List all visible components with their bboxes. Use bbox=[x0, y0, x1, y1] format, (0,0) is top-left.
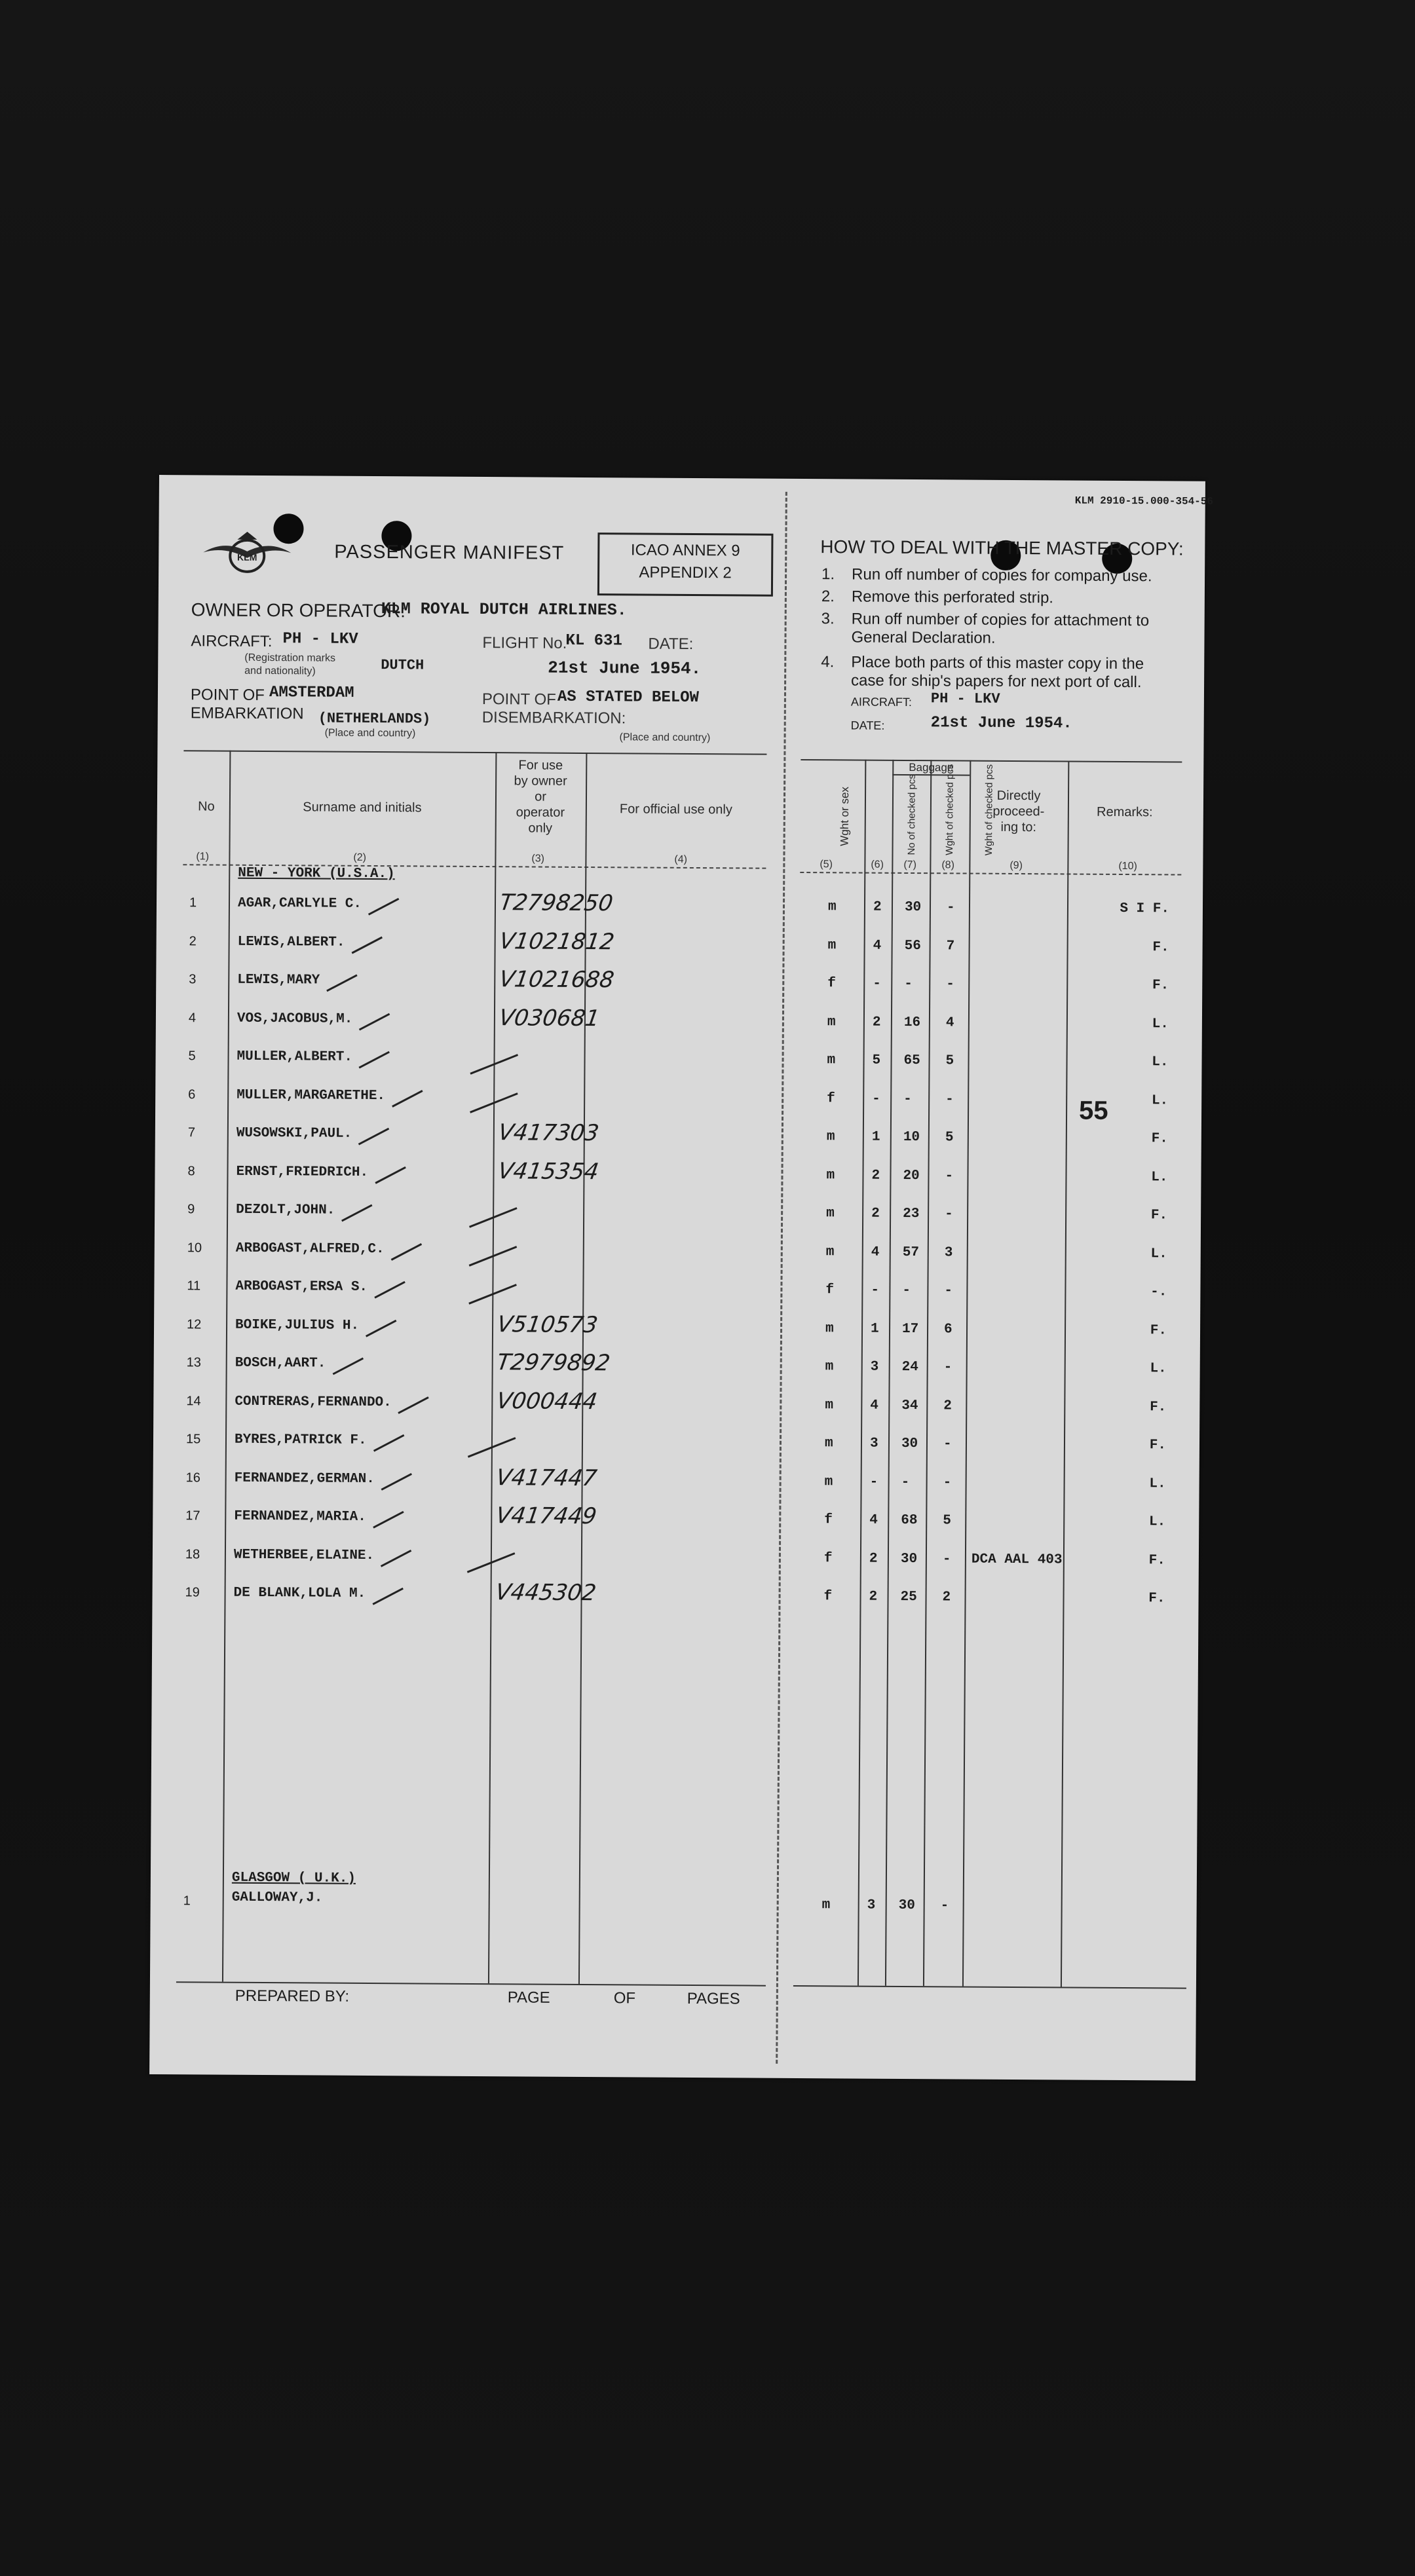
row-ticket: T2798250 bbox=[498, 889, 615, 917]
instruction-2-text: Remove this perforated strip. bbox=[851, 588, 1054, 607]
table-row bbox=[153, 1432, 1199, 1476]
registration-note2: and nationality) bbox=[244, 665, 316, 677]
table-row bbox=[152, 1579, 1198, 1630]
table-row bbox=[156, 927, 1202, 978]
instr-date-value: 21st June 1954. bbox=[930, 714, 1072, 733]
table-row bbox=[154, 1279, 1200, 1323]
annex-line1: ICAO ANNEX 9 bbox=[630, 541, 740, 560]
row-name: FERNANDEZ,MARIA. bbox=[234, 1508, 366, 1525]
remark-annotation-55: 55 bbox=[1078, 1096, 1108, 1125]
colnum-6: (6) bbox=[871, 859, 884, 870]
row-remark: -. bbox=[1150, 1284, 1167, 1300]
glasgow-row-no: 1 bbox=[183, 1894, 191, 1909]
col-directly-2: proceed- bbox=[992, 804, 1045, 819]
row-bag-wght: 57 bbox=[902, 1244, 920, 1260]
row-bag-pcs: 2 bbox=[869, 1589, 878, 1605]
row-bag-extra: 2 bbox=[943, 1398, 953, 1413]
row-ticket: V417449 bbox=[494, 1503, 599, 1530]
colnum-10: (10) bbox=[1118, 860, 1137, 872]
row-bag-wght: 56 bbox=[904, 938, 921, 954]
row-bag-extra: - bbox=[943, 1360, 953, 1375]
table-row bbox=[156, 966, 1202, 1017]
row-bag-wght: - bbox=[903, 1091, 912, 1107]
colnum-1: (1) bbox=[196, 851, 210, 863]
colnum-3: (3) bbox=[531, 853, 545, 865]
row-no: 9 bbox=[187, 1202, 195, 1217]
row-bag-extra: 7 bbox=[946, 938, 955, 954]
row-ticket: V000444 bbox=[495, 1387, 599, 1415]
row-remark: L. bbox=[1149, 1476, 1166, 1491]
aircraft-label: AIRCRAFT: bbox=[191, 632, 273, 651]
tick-mark bbox=[381, 1472, 412, 1490]
row-no: 18 bbox=[185, 1546, 200, 1561]
row-remark: L. bbox=[1152, 1016, 1169, 1032]
tick-mark bbox=[470, 1054, 518, 1075]
row-name: CONTRERAS,FERNANDO. bbox=[235, 1394, 392, 1410]
row-bag-pcs: - bbox=[872, 1091, 880, 1107]
col-no: No bbox=[198, 799, 215, 814]
row-ticket: V445302 bbox=[493, 1579, 598, 1607]
table-row bbox=[155, 1087, 1201, 1131]
colnum-7: (7) bbox=[903, 859, 916, 871]
tick-mark bbox=[358, 1128, 389, 1146]
tick-mark bbox=[469, 1207, 518, 1228]
col-baggage: Baggage bbox=[909, 760, 954, 774]
row-ticket: V030681 bbox=[497, 1004, 601, 1032]
row-name: LEWIS,MARY bbox=[237, 972, 320, 988]
row-no: 12 bbox=[187, 1316, 202, 1332]
col-directly-1: Directly bbox=[996, 788, 1041, 804]
row-name: BOIKE,JULIUS H. bbox=[235, 1317, 360, 1334]
row-bag-extra: - bbox=[943, 1436, 952, 1452]
instruction-3-text2: General Declaration. bbox=[851, 628, 996, 647]
row-bag-pcs: - bbox=[869, 1474, 878, 1490]
row-bag-wght: 17 bbox=[901, 1321, 919, 1337]
col-official: For official use only bbox=[619, 802, 732, 817]
row-bag-pcs: 4 bbox=[871, 1244, 880, 1260]
row-sex: m bbox=[825, 1359, 834, 1375]
instr-aircraft-value: PH - LKV bbox=[930, 690, 1000, 707]
row-sex: f bbox=[823, 1589, 833, 1605]
row-bag-extra: - bbox=[943, 1474, 952, 1490]
row-remark: L. bbox=[1151, 1169, 1168, 1185]
destination-glasgow: GLASGOW ( U.K.) bbox=[231, 1870, 356, 1886]
row-remark: S I F. bbox=[1120, 901, 1170, 917]
klm-logo bbox=[198, 526, 296, 579]
row-sex: m bbox=[827, 1014, 836, 1030]
tick-mark bbox=[374, 1281, 405, 1299]
row-name: DEZOLT,JOHN. bbox=[236, 1202, 335, 1218]
row-sex: m bbox=[824, 1436, 833, 1451]
row-ticket: V1021688 bbox=[497, 966, 616, 994]
col-directly-3: ing to: bbox=[1000, 819, 1037, 835]
instr-date-label: DATE: bbox=[850, 719, 885, 732]
of-label: OF bbox=[613, 1989, 636, 2007]
row-bag-wght: - bbox=[901, 1474, 910, 1490]
row-name: WETHERBEE,ELAINE. bbox=[233, 1547, 375, 1563]
row-bag-extra: 5 bbox=[943, 1513, 951, 1529]
col-owner-use-1: For use bbox=[518, 758, 563, 773]
row-bag-pcs: - bbox=[873, 976, 881, 992]
col-bag-wght2: Wght of checked pcs bbox=[983, 764, 995, 856]
table-row bbox=[153, 1387, 1199, 1438]
row-bag-pcs: 2 bbox=[869, 1551, 878, 1567]
row-bag-wght: - bbox=[902, 1282, 911, 1299]
row-sex: m bbox=[825, 1397, 834, 1413]
header-top-rule-right bbox=[801, 759, 1182, 763]
col-bag-pcs: No of checked pcs bbox=[905, 774, 918, 855]
row-no: 2 bbox=[189, 933, 197, 948]
row-remark: L. bbox=[1148, 1514, 1166, 1530]
row-bag-wght: 20 bbox=[903, 1168, 920, 1184]
row-bag-wght: 10 bbox=[903, 1129, 920, 1146]
row-ticket: V417303 bbox=[496, 1119, 601, 1147]
aircraft-value: PH - LKV bbox=[282, 630, 358, 648]
row-sex: m bbox=[827, 899, 837, 915]
disembark-value: AS STATED BELOW bbox=[557, 688, 700, 707]
tick-mark bbox=[470, 1092, 518, 1113]
tick-mark bbox=[372, 1588, 403, 1605]
instruction-4-text2: case for ship's papers for next port of call. bbox=[851, 671, 1142, 692]
col-surname: Surname and initials bbox=[303, 800, 422, 815]
table-row bbox=[155, 1202, 1201, 1246]
row-bag-extra: - bbox=[946, 900, 955, 916]
table-row bbox=[155, 1049, 1201, 1093]
row-bag-pcs: 2 bbox=[872, 1015, 881, 1030]
tick-mark bbox=[398, 1396, 429, 1414]
prepared-by-label: PREPARED BY: bbox=[235, 1987, 350, 2006]
row-remark: F. bbox=[1148, 1591, 1165, 1607]
colnum-2: (2) bbox=[353, 851, 367, 863]
col-owner-use-4: operator bbox=[516, 805, 565, 820]
row-no: 13 bbox=[186, 1355, 202, 1370]
glasgow-row-extra: - bbox=[940, 1898, 949, 1914]
row-bag-pcs: 4 bbox=[870, 1398, 879, 1413]
row-no: 8 bbox=[187, 1163, 195, 1178]
colnum-5: (5) bbox=[820, 859, 833, 870]
tick-mark bbox=[373, 1434, 404, 1452]
tick-mark bbox=[368, 898, 399, 916]
row-bag-extra: 2 bbox=[942, 1590, 951, 1605]
tick-mark bbox=[392, 1090, 423, 1108]
row-remark: F. bbox=[1150, 1322, 1167, 1338]
instructions-title: HOW TO DEAL WITH THE MASTER COPY: bbox=[820, 536, 1184, 559]
col-remarks: Remarks: bbox=[1097, 804, 1153, 820]
row-sex: f bbox=[823, 1550, 833, 1566]
row-no: 7 bbox=[187, 1125, 196, 1140]
row-bag-extra: 5 bbox=[945, 1130, 954, 1146]
row-name: WUSOWSKI,PAUL. bbox=[236, 1125, 352, 1142]
row-name: DE BLANK,LOLA M. bbox=[233, 1585, 366, 1601]
row-bag-wght: 30 bbox=[904, 899, 922, 916]
tick-mark bbox=[366, 1319, 396, 1337]
row-sex: f bbox=[824, 1512, 833, 1528]
row-name: ERNST,FRIEDRICH. bbox=[236, 1164, 369, 1180]
row-bag-pcs: 5 bbox=[872, 1053, 881, 1068]
annex-line2: APPENDIX 2 bbox=[639, 563, 732, 582]
embark-label1: POINT OF bbox=[190, 686, 265, 704]
table-row bbox=[155, 1240, 1201, 1284]
row-bag-pcs: 4 bbox=[873, 938, 882, 954]
row-bag-extra: 3 bbox=[944, 1244, 953, 1260]
row-name: FERNANDEZ,GERMAN. bbox=[234, 1470, 375, 1487]
owner-value: KLM ROYAL DUTCH AIRLINES. bbox=[381, 599, 627, 620]
row-no: 19 bbox=[185, 1585, 200, 1600]
row-sex: m bbox=[827, 937, 837, 953]
row-no: 6 bbox=[188, 1087, 196, 1102]
row-bag-wght: - bbox=[904, 976, 913, 992]
tick-mark bbox=[359, 1013, 390, 1030]
row-remark: F. bbox=[1150, 1208, 1168, 1223]
row-no: 16 bbox=[185, 1470, 200, 1485]
colnum-9: (9) bbox=[1009, 859, 1023, 872]
row-remark: L. bbox=[1151, 1092, 1169, 1108]
disembark-label2: DISEMBARKATION: bbox=[481, 709, 626, 728]
col-owner-use-2: by owner bbox=[514, 774, 567, 789]
tick-mark bbox=[467, 1552, 516, 1573]
table-row bbox=[156, 1004, 1202, 1055]
row-bag-pcs: 2 bbox=[871, 1168, 880, 1184]
footer-rule-left bbox=[176, 1981, 766, 1986]
instruction-1-text: Run off number of copies for company use. bbox=[852, 565, 1152, 586]
row-ticket: V1021812 bbox=[497, 927, 616, 955]
embark-value1: AMSTERDAM bbox=[269, 684, 354, 702]
row-ticket: T2979892 bbox=[495, 1349, 612, 1377]
row-no: 10 bbox=[187, 1240, 202, 1255]
row-bag-extra: - bbox=[942, 1551, 951, 1567]
row-remark: F. bbox=[1148, 1552, 1165, 1568]
row-no: 17 bbox=[185, 1508, 200, 1523]
col-owner-use-5: only bbox=[528, 821, 553, 836]
row-bag-extra: - bbox=[944, 1283, 953, 1299]
row-name: AGAR,CARLYLE C. bbox=[237, 895, 362, 912]
row-sex: f bbox=[827, 976, 836, 992]
row-name: MULLER,ALBERT. bbox=[236, 1049, 353, 1065]
col-owner-use-3: or bbox=[535, 789, 546, 804]
row-sex: m bbox=[826, 1129, 835, 1145]
doc-code: KLM 2910-15.000-354-56 bbox=[1074, 495, 1214, 508]
row-no: 14 bbox=[186, 1393, 201, 1408]
colnum-8: (8) bbox=[941, 859, 954, 871]
row-no: 1 bbox=[189, 895, 197, 910]
row-bag-pcs: 4 bbox=[869, 1512, 878, 1528]
row-remark: F. bbox=[1151, 1131, 1168, 1147]
tick-mark bbox=[375, 1166, 406, 1184]
instruction-3-text: Run off number of copies for attachment to bbox=[851, 610, 1150, 630]
row-sex: m bbox=[827, 1053, 836, 1068]
tick-mark bbox=[468, 1284, 517, 1305]
col-sex: Wght or sex bbox=[838, 787, 852, 846]
embark-label2: EMBARKATION bbox=[190, 704, 304, 723]
table-row bbox=[153, 1503, 1199, 1553]
table-row bbox=[153, 1464, 1199, 1514]
glasgow-row-sex: m bbox=[821, 1897, 831, 1913]
instr-aircraft-label: AIRCRAFT: bbox=[850, 695, 912, 709]
tick-mark bbox=[351, 936, 382, 954]
row-name: BOSCH,AART. bbox=[235, 1355, 326, 1372]
row-name: VOS,JACOBUS,M. bbox=[236, 1011, 353, 1027]
table-row bbox=[155, 1157, 1201, 1208]
destination-new-york: NEW - YORK (U.S.A.) bbox=[238, 865, 395, 882]
tick-mark bbox=[468, 1437, 516, 1458]
row-bag-pcs: 1 bbox=[871, 1129, 880, 1145]
row-proceeding: DCA AAL 403 bbox=[971, 1552, 1063, 1567]
annex-box bbox=[597, 532, 774, 597]
col-bag-wght: Wght of checked pcs bbox=[943, 764, 956, 855]
table-row bbox=[157, 889, 1203, 940]
row-no: 15 bbox=[185, 1432, 201, 1447]
row-name: ARBOGAST,ALFRED,C. bbox=[235, 1241, 385, 1257]
pages-label: PAGES bbox=[687, 1989, 740, 2008]
tick-mark bbox=[332, 1358, 363, 1375]
row-sex: m bbox=[826, 1206, 835, 1222]
row-sex: m bbox=[824, 1474, 833, 1489]
row-remark: F. bbox=[1150, 1399, 1167, 1415]
owner-label: OWNER OR OPERATOR: bbox=[191, 599, 406, 622]
row-bag-wght: 16 bbox=[903, 1015, 921, 1030]
row-remark: F. bbox=[1149, 1438, 1167, 1453]
glasgow-row-name: GALLOWAY,J. bbox=[231, 1890, 323, 1906]
row-bag-wght: 24 bbox=[901, 1359, 918, 1375]
manifest-sheet bbox=[149, 475, 1214, 2081]
place-country: (Place and country) bbox=[324, 727, 416, 739]
colnum-4: (4) bbox=[674, 853, 688, 865]
row-bag-wght: 68 bbox=[901, 1512, 918, 1529]
instruction-4-text: Place both parts of this master copy in the bbox=[851, 653, 1144, 673]
row-sex: m bbox=[825, 1320, 834, 1336]
glasgow-row-pcs: 3 bbox=[867, 1897, 876, 1913]
row-no: 5 bbox=[188, 1049, 196, 1064]
row-bag-extra: - bbox=[945, 1206, 953, 1222]
row-remark: F. bbox=[1152, 939, 1169, 955]
embark-value2: (NETHERLANDS) bbox=[318, 710, 431, 728]
row-sex: m bbox=[826, 1167, 835, 1183]
row-ticket: V417447 bbox=[494, 1464, 599, 1491]
row-bag-wght: 30 bbox=[901, 1436, 918, 1452]
row-remark: L. bbox=[1150, 1246, 1167, 1261]
row-bag-pcs: 3 bbox=[869, 1436, 878, 1451]
row-name: ARBOGAST,ERSA S. bbox=[235, 1279, 368, 1295]
nationality-value: DUTCH bbox=[381, 657, 424, 674]
place-country2: (Place and country) bbox=[619, 732, 711, 744]
row-sex: f bbox=[825, 1282, 835, 1298]
table-row bbox=[155, 1119, 1201, 1170]
instruction-4-num: 4. bbox=[821, 653, 835, 671]
tick-mark bbox=[359, 1051, 390, 1069]
table-row bbox=[154, 1311, 1200, 1361]
row-bag-pcs: 2 bbox=[873, 899, 882, 915]
table-row bbox=[153, 1349, 1199, 1400]
row-ticket: V510573 bbox=[495, 1311, 600, 1338]
tick-mark bbox=[390, 1243, 421, 1261]
footer-rule-right bbox=[793, 1985, 1186, 1989]
row-no: 4 bbox=[188, 1010, 197, 1025]
flight-label: FLIGHT No. bbox=[482, 634, 567, 652]
flight-value: KL 631 bbox=[565, 631, 622, 650]
row-bag-extra: 6 bbox=[943, 1321, 953, 1337]
row-sex: m bbox=[825, 1244, 835, 1260]
row-bag-extra: - bbox=[946, 977, 954, 992]
row-bag-wght: 25 bbox=[900, 1589, 917, 1605]
page-label: PAGE bbox=[507, 1988, 550, 2007]
row-no: 11 bbox=[187, 1279, 201, 1294]
row-bag-pcs: - bbox=[871, 1282, 880, 1298]
form-title: PASSENGER MANIFEST bbox=[334, 541, 565, 564]
row-bag-wght: 34 bbox=[901, 1398, 918, 1413]
row-bag-pcs: 1 bbox=[870, 1321, 879, 1337]
glasgow-row-wght: 30 bbox=[898, 1897, 915, 1914]
row-bag-pcs: 2 bbox=[871, 1206, 880, 1222]
svg-text:KLM: KLM bbox=[237, 551, 257, 563]
row-bag-wght: 30 bbox=[900, 1551, 918, 1567]
row-name: BYRES,PATRICK F. bbox=[234, 1432, 367, 1448]
row-remark: L. bbox=[1152, 1055, 1169, 1070]
row-ticket: V415354 bbox=[496, 1157, 601, 1185]
row-name: LEWIS,ALBERT. bbox=[237, 934, 345, 950]
row-bag-wght: 65 bbox=[903, 1053, 920, 1069]
disembark-label1: POINT OF bbox=[481, 690, 556, 709]
table-row bbox=[153, 1546, 1199, 1591]
tick-mark bbox=[373, 1511, 404, 1529]
row-remark: F. bbox=[1152, 978, 1169, 994]
date-label: DATE: bbox=[648, 635, 694, 653]
tick-mark bbox=[381, 1549, 411, 1567]
date-value: 21st June 1954. bbox=[548, 658, 702, 679]
header-top-rule-left bbox=[183, 750, 766, 755]
row-bag-wght: 23 bbox=[903, 1206, 920, 1222]
row-remark: L. bbox=[1150, 1361, 1167, 1377]
row-bag-extra: - bbox=[945, 1168, 954, 1184]
tick-mark bbox=[341, 1204, 372, 1222]
row-bag-extra: - bbox=[945, 1091, 954, 1107]
tick-mark bbox=[469, 1246, 518, 1267]
tick-mark bbox=[326, 974, 357, 992]
instruction-3-num: 3. bbox=[821, 610, 835, 628]
row-bag-extra: 4 bbox=[945, 1015, 954, 1030]
row-name: MULLER,MARGARETHE. bbox=[236, 1087, 386, 1104]
registration-note1: (Registration marks bbox=[244, 652, 336, 664]
row-sex: f bbox=[827, 1091, 835, 1106]
row-bag-pcs: 3 bbox=[870, 1359, 879, 1375]
instruction-2-num: 2. bbox=[821, 588, 835, 606]
row-bag-extra: 5 bbox=[945, 1053, 954, 1069]
row-no: 3 bbox=[189, 972, 197, 987]
instruction-1-num: 1. bbox=[821, 565, 835, 584]
